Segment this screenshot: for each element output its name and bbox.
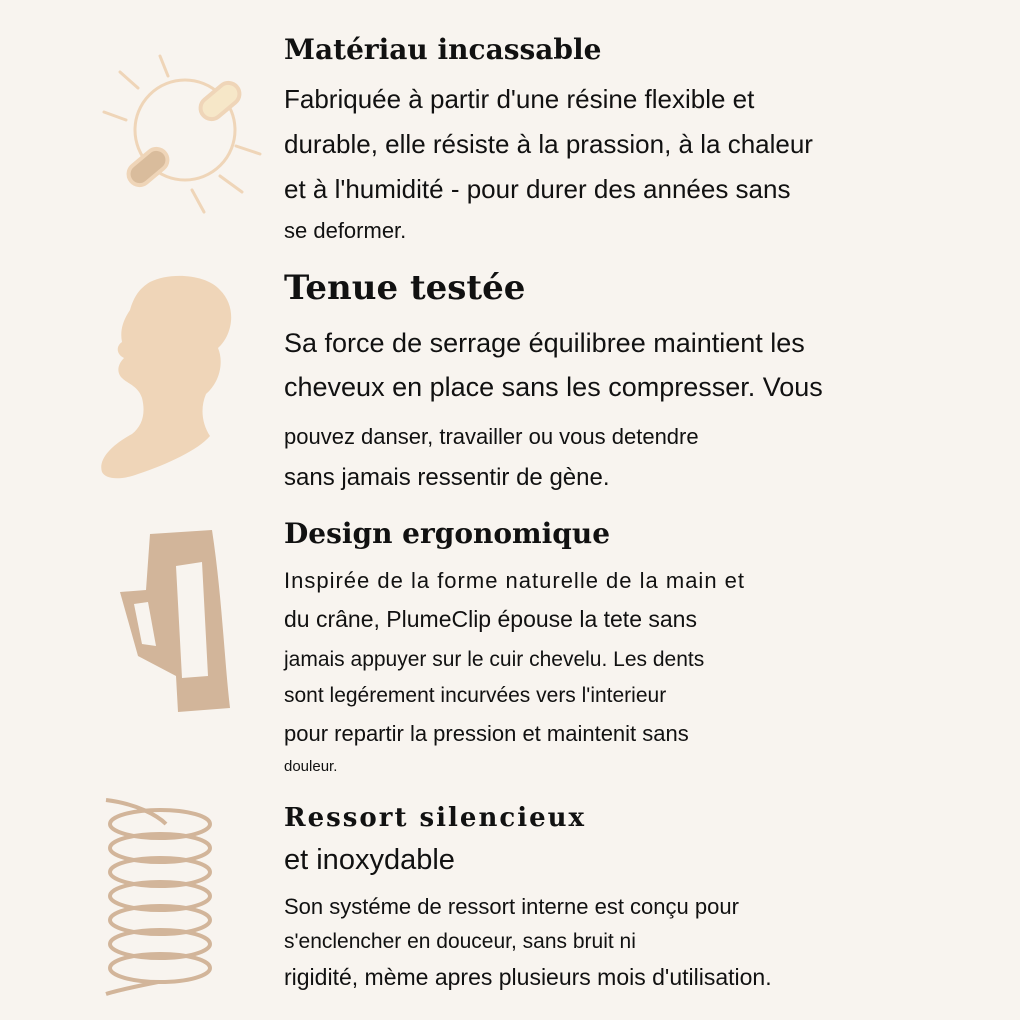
feature-text-line: et à l'humidité - pour durer des années sans <box>284 174 791 204</box>
feature-title: Tenue testée <box>284 268 526 308</box>
feature-text-line: Inspirée de la forme naturelle de la main et <box>284 568 746 593</box>
feature-text-line: Fabriquée à partir d'une résine flexible et <box>284 84 755 114</box>
feature-silent-spring <box>284 800 772 990</box>
feature-unbreakable <box>284 32 813 243</box>
feature-text-line: sont legérement incurvées vers l'interieur <box>284 684 667 707</box>
feature-text-line: jamais appuyer sur le cuir chevelu. Les dents <box>284 648 705 671</box>
woman-profile-icon <box>98 274 238 484</box>
sun-clip-icon <box>100 50 270 220</box>
feature-text-line: Son systéme de ressort interne est conçu pour <box>284 894 739 919</box>
feature-title: Ressort silencieux <box>284 803 587 833</box>
feature-text-line: Sa force de serrage équilibree maintient les <box>284 328 805 358</box>
spring-icon <box>98 794 222 998</box>
feature-title: Matériau incassable <box>284 33 602 66</box>
feature-text-line: s'enclencher en douceur, sans bruit ni <box>284 930 636 953</box>
feature-text-line: pour repartir la pression et maintenit sans <box>284 721 689 746</box>
feature-ergonomic-design <box>284 516 746 775</box>
feature-text-line: pouvez danser, travailler ou vous detendre <box>284 424 699 449</box>
feature-text-line: rigidité, mème apres plusieurs mois d'utilisation. <box>284 964 772 990</box>
feature-text-line: cheveux en place sans les compresser. Vous <box>284 372 823 402</box>
feature-text-line: du crâne, PlumeClip épouse la tete sans <box>284 606 697 632</box>
feature-text-line: durable, elle résiste à la prassion, à la chaleur <box>284 129 813 159</box>
feature-subtitle: et inoxydable <box>284 844 455 876</box>
feature-text-line: se deformer. <box>284 218 407 243</box>
feature-tested-hold <box>284 266 823 491</box>
feature-text-line: douleur. <box>284 758 338 775</box>
claw-clip-icon <box>112 526 238 718</box>
feature-title: Design ergonomique <box>284 517 611 550</box>
feature-text-line: sans jamais ressentir de gène. <box>284 464 610 491</box>
